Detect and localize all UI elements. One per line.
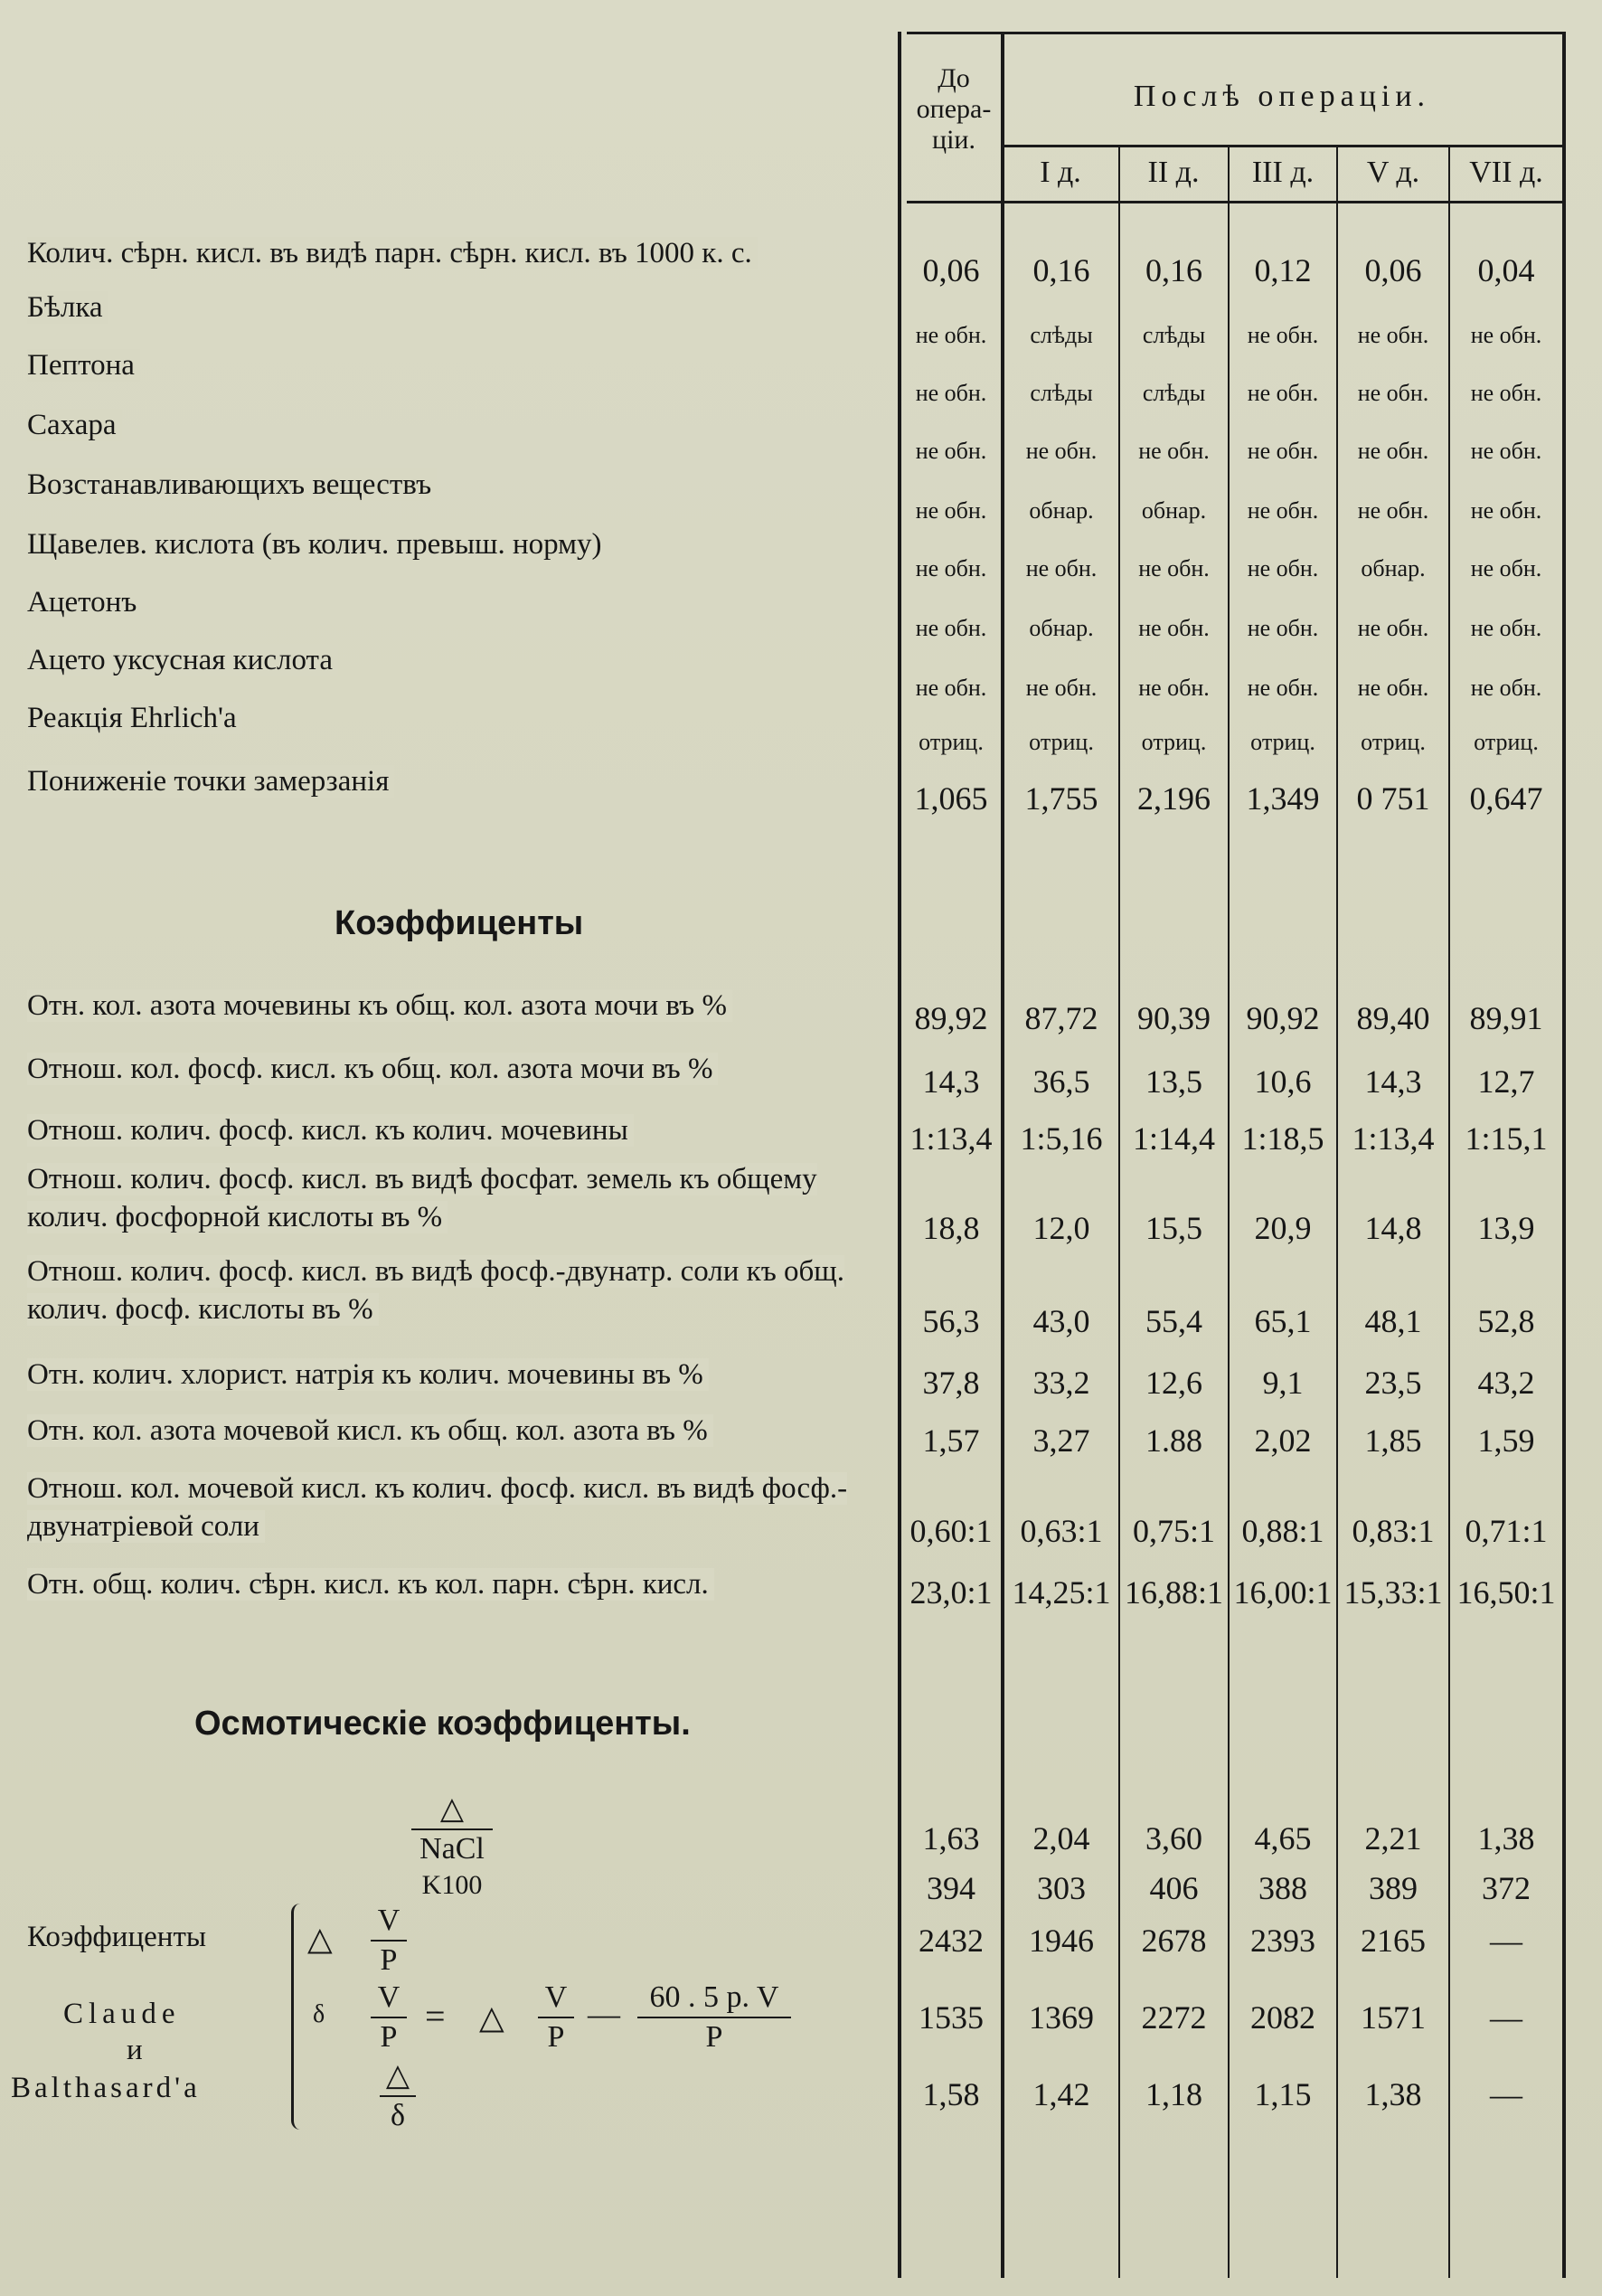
- coef-row-cell: 1:5,16: [1020, 1120, 1103, 1157]
- header-day-7: VII д.: [1469, 156, 1543, 189]
- osmotic-cell: 3,60: [1145, 1820, 1202, 1857]
- coef-row-label-text: Отн. кол. азота мочевой кисл. къ общ. кол. азота въ %: [27, 1414, 713, 1447]
- obs-row-cell: обнар.: [1361, 555, 1426, 581]
- f3-delta: △: [385, 2059, 410, 2093]
- coef-row-label: [27, 1564, 895, 1604]
- label-claude: Claude: [63, 1998, 181, 2030]
- f2-605-over-p: [633, 1980, 796, 2055]
- osmotic-cell: 1,15: [1254, 2076, 1312, 2112]
- coef-row-cell: 14,3: [1364, 1063, 1422, 1100]
- coef-row-label: [27, 1469, 895, 1545]
- coef-row-label-text: Отн. общ. колич. сѣрн. кисл. къ кол. парн. сѣрн. кисл.: [27, 1568, 714, 1601]
- label-balthasard: Balthasard'a: [11, 2072, 201, 2104]
- coef-row-label: [27, 1411, 895, 1450]
- f2-p: P: [380, 2020, 398, 2054]
- obs-row-label: [27, 345, 895, 385]
- coef-row-cell: 12,7: [1477, 1063, 1535, 1100]
- osmotic-cell: 2393: [1250, 1923, 1315, 1959]
- coef-row-cell: 12,6: [1145, 1365, 1202, 1401]
- obs-row-cell: не обн.: [1025, 555, 1098, 581]
- obs-row-cell: не обн.: [915, 322, 987, 348]
- f2-p2: P: [547, 2020, 565, 2054]
- coef-row-cell: 65,1: [1254, 1303, 1312, 1339]
- obs-row-cell: обнар.: [1029, 615, 1094, 641]
- header-day-2: II д.: [1147, 156, 1200, 189]
- obs-row-cell: не обн.: [1247, 497, 1319, 524]
- obs-row-label: [27, 761, 895, 801]
- obs-row-label: [27, 288, 895, 327]
- coef-row-cell: 20,9: [1254, 1210, 1312, 1246]
- obs-row-cell: 0,16: [1032, 252, 1090, 288]
- obs-row-label-text: Пониженіе точки замерзанія: [27, 765, 394, 798]
- osmotic-cell: 2272: [1141, 1999, 1207, 2036]
- coef-row-cell: 0,75:1: [1132, 1513, 1215, 1549]
- osmotic-cell: 1,18: [1145, 2076, 1202, 2112]
- coef-row-label: [27, 1110, 895, 1150]
- coef-row-cell: 14,25:1: [1012, 1574, 1111, 1611]
- osmotic-cell: 2,21: [1364, 1820, 1422, 1857]
- obs-row-cell: 0,06: [922, 252, 980, 288]
- coef-row-cell: 87,72: [1024, 1000, 1098, 1036]
- osmotic-cell: 303: [1037, 1870, 1086, 1906]
- osmotic-cell: 394: [927, 1870, 975, 1906]
- coef-row-cell: 12,0: [1032, 1210, 1090, 1246]
- formula-delta: △: [439, 1792, 465, 1826]
- coef-row-cell: 10,6: [1254, 1063, 1312, 1100]
- obs-row-label: [27, 233, 895, 273]
- header-after-operation: Послѣ операціи.: [1133, 80, 1431, 113]
- f2-605: 60 . 5 p. V: [649, 1980, 779, 2014]
- coef-row-cell: 1.88: [1145, 1422, 1202, 1459]
- coef-row-cell: 1:14,4: [1132, 1120, 1215, 1157]
- coef-row-label-text: Отнош. кол. фосф. кисл. къ общ. кол. азота мочи въ %: [27, 1053, 718, 1085]
- obs-row-cell: отриц.: [1029, 729, 1094, 755]
- obs-row-cell: не обн.: [1025, 438, 1098, 464]
- f2-v: V: [377, 1980, 400, 2014]
- osmotic-cell: 1369: [1029, 1999, 1094, 2036]
- coef-row-cell: 89,92: [914, 1000, 988, 1036]
- obs-row-label-text: Ацетонъ: [27, 586, 142, 619]
- header-before-operation: До опера-ціи.: [916, 63, 992, 155]
- osmotic-cell: 2165: [1361, 1923, 1426, 1959]
- formula-row-1: [307, 1904, 886, 1977]
- osmotic-cell: 1,38: [1364, 2076, 1422, 2112]
- obs-row-cell: отриц.: [1361, 729, 1426, 755]
- coef-row-cell: 9,1: [1262, 1365, 1304, 1401]
- coef-row-cell: 1,57: [922, 1422, 980, 1459]
- osmotic-cell: 1,42: [1032, 2076, 1090, 2112]
- f1-delta: △: [307, 1921, 333, 1957]
- osmotic-cell: 1,58: [922, 2076, 980, 2112]
- section-title-osmotic: Осмотическіе коэффиценты.: [194, 1705, 691, 1743]
- coef-row-cell: 15,5: [1145, 1210, 1202, 1246]
- obs-row-cell: слѣды: [1030, 380, 1093, 406]
- osmotic-cell: 2082: [1250, 1999, 1315, 2036]
- table-rule-right: [1562, 32, 1566, 2278]
- obs-row-cell: не обн.: [1470, 615, 1542, 641]
- coef-row-cell: 13,5: [1145, 1063, 1202, 1100]
- obs-row-cell: 0 751: [1356, 780, 1430, 817]
- coef-row-cell: 0,83:1: [1352, 1513, 1435, 1549]
- obs-row-cell: отриц.: [1141, 729, 1207, 755]
- osmotic-cell: 372: [1482, 1870, 1531, 1906]
- obs-row-cell: не обн.: [915, 615, 987, 641]
- osmotic-cell: 2678: [1141, 1923, 1207, 1959]
- coef-row-label: [27, 1049, 895, 1089]
- obs-row-cell: слѣды: [1030, 322, 1093, 348]
- coef-row-cell: 36,5: [1032, 1063, 1090, 1100]
- formula-k100: K100: [421, 1870, 483, 1900]
- coef-row-cell: 90,39: [1137, 1000, 1211, 1036]
- obs-row-label: [27, 405, 895, 445]
- coef-row-cell: 55,4: [1145, 1303, 1202, 1339]
- coef-row-cell: 0,63:1: [1020, 1513, 1103, 1549]
- osmotic-cell: 2432: [919, 1923, 984, 1959]
- coef-row-cell: 1,85: [1364, 1422, 1422, 1459]
- coef-row-cell: 0,88:1: [1241, 1513, 1324, 1549]
- obs-row-cell: не обн.: [1247, 438, 1319, 464]
- table-rule-header-bottom: [907, 201, 1565, 203]
- obs-row-cell: не обн.: [1247, 322, 1319, 348]
- obs-row-cell: не обн.: [1138, 438, 1210, 464]
- osmotic-cell: 406: [1149, 1870, 1199, 1906]
- osmotic-cell: 1571: [1361, 1999, 1426, 2036]
- obs-row-label-text: Колич. сѣрн. кисл. въ видѣ парн. сѣрн. кисл. въ 1000 к. с.: [27, 237, 758, 269]
- obs-row-cell: не обн.: [915, 380, 987, 406]
- obs-row-cell: не обн.: [915, 555, 987, 581]
- obs-row-cell: отриц.: [919, 729, 984, 755]
- obs-row-cell: не обн.: [1247, 555, 1319, 581]
- obs-row-cell: отриц.: [1250, 729, 1315, 755]
- obs-row-cell: не обн.: [915, 438, 987, 464]
- obs-row-cell: 2,196: [1137, 780, 1211, 817]
- obs-row-label: [27, 465, 895, 505]
- coef-row-label-text: Отн. колич. хлорист. натрія къ колич. мочевины въ %: [27, 1358, 709, 1391]
- osmotic-cell: 1946: [1029, 1923, 1094, 1959]
- osmotic-cell: —: [1490, 1923, 1522, 1959]
- table-rule-top: [907, 32, 1565, 34]
- coef-row-cell: 2,02: [1254, 1422, 1312, 1459]
- coef-row-label-text: Отнош. колич. фосф. кисл. къ колич. мочевины: [27, 1114, 634, 1147]
- f1-v: V: [377, 1904, 400, 1937]
- coef-row-label: [27, 1160, 895, 1236]
- obs-row-cell: не обн.: [1357, 675, 1429, 701]
- header-day-1: I д.: [1040, 156, 1081, 189]
- obs-row-cell: не обн.: [1470, 322, 1542, 348]
- f2-v-over-p: [366, 1980, 411, 2055]
- f2-delta-small: δ: [313, 2000, 325, 2028]
- obs-row-cell: отриц.: [1474, 729, 1539, 755]
- coef-row-label: [27, 986, 895, 1025]
- coef-row-cell: 43,0: [1032, 1303, 1090, 1339]
- obs-row-cell: не обн.: [1357, 380, 1429, 406]
- obs-row-cell: обнар.: [1141, 497, 1207, 524]
- obs-row-cell: 0,12: [1254, 252, 1312, 288]
- obs-row-cell: не обн.: [1357, 322, 1429, 348]
- coef-row-label-text: Отнош. кол. мочевой кисл. къ колич. фосф. кисл. въ видѣ фосф.-двунатріевой соли: [27, 1472, 848, 1543]
- obs-row-cell: не обн.: [1357, 438, 1429, 464]
- obs-row-label-text: Возстанавливающихъ веществъ: [27, 468, 437, 501]
- obs-row-cell: слѣды: [1142, 322, 1206, 348]
- coef-row-label: [27, 1355, 895, 1394]
- coef-row-label-text: Отнош. колич. фосф. кисл. въ видѣ фосфат. земель къ общему колич. фосфорной кислоты въ %: [27, 1163, 817, 1233]
- obs-row-cell: 0,06: [1364, 252, 1422, 288]
- osmotic-cell: 2,04: [1032, 1820, 1090, 1857]
- label-and: и: [127, 2034, 143, 2066]
- obs-row-cell: не обн.: [1357, 615, 1429, 641]
- obs-row-cell: не обн.: [915, 675, 987, 701]
- obs-row-cell: не обн.: [1025, 675, 1098, 701]
- coef-row-cell: 89,91: [1469, 1000, 1543, 1036]
- coef-row-cell: 15,33:1: [1343, 1574, 1443, 1611]
- coef-row-cell: 1:13,4: [1352, 1120, 1435, 1157]
- obs-row-cell: 0,04: [1477, 252, 1535, 288]
- obs-row-label-text: Ацето уксусная кислота: [27, 644, 338, 676]
- f2-v2: V: [544, 1980, 568, 2014]
- osmotic-cell: 4,65: [1254, 1820, 1312, 1857]
- formula-row-2: [307, 1980, 886, 2053]
- label-coefficients: Коэффиценты: [27, 1921, 207, 1953]
- coef-row-cell: 33,2: [1032, 1365, 1090, 1401]
- obs-row-cell: не обн.: [1247, 675, 1319, 701]
- f1-v-over-p: [366, 1904, 411, 1978]
- coef-row-cell: 0,60:1: [909, 1513, 993, 1549]
- coef-row-cell: 48,1: [1364, 1303, 1422, 1339]
- f2-minus: —: [588, 1996, 620, 2032]
- coef-row-cell: 56,3: [922, 1303, 980, 1339]
- obs-row-cell: не обн.: [1138, 615, 1210, 641]
- osmotic-cell: 1535: [919, 1999, 984, 2036]
- obs-row-cell: 0,16: [1145, 252, 1202, 288]
- obs-row-label: [27, 582, 895, 622]
- header-day-3: III д.: [1251, 156, 1315, 189]
- obs-row-label-text: Сахара: [27, 409, 122, 441]
- osmotic-cell: 1,38: [1477, 1820, 1535, 1857]
- obs-row-label-text: Щавелев. кислота (въ колич. превыш. норму): [27, 528, 607, 561]
- section-title-coefficients: Коэффиценты: [335, 904, 584, 942]
- f3-delta-over-delta: [375, 2057, 420, 2133]
- brace: [291, 1904, 306, 2130]
- coef-row-cell: 90,92: [1246, 1000, 1320, 1036]
- obs-row-label-text: Пептона: [27, 349, 140, 382]
- obs-row-label: [27, 640, 895, 680]
- coef-row-cell: 89,40: [1356, 1000, 1430, 1036]
- obs-row-label-text: Бѣлка: [27, 291, 108, 324]
- obs-row-cell: не обн.: [1470, 497, 1542, 524]
- obs-row-cell: 0,647: [1469, 780, 1543, 817]
- coef-row-cell: 14,8: [1364, 1210, 1422, 1246]
- f2-equals: =: [425, 1996, 446, 2036]
- f3-delta-small: δ: [390, 2099, 406, 2132]
- obs-row-cell: обнар.: [1029, 497, 1094, 524]
- coef-row-cell: 16,88:1: [1124, 1574, 1223, 1611]
- formula-nacl: NaCl: [419, 1832, 485, 1866]
- f1-p: P: [380, 1943, 398, 1977]
- obs-row-cell: не обн.: [1247, 615, 1319, 641]
- coef-row-cell: 37,8: [922, 1365, 980, 1401]
- coef-row-cell: 14,3: [922, 1063, 980, 1100]
- formula-row-3: [307, 2057, 886, 2130]
- coef-row-cell: 23,5: [1364, 1365, 1422, 1401]
- coef-row-cell: 23,0:1: [909, 1574, 993, 1611]
- obs-row-cell: не обн.: [1470, 555, 1542, 581]
- obs-row-cell: 1,755: [1024, 780, 1098, 817]
- table-rule-sub: [1004, 145, 1564, 147]
- osmotic-cell: 388: [1258, 1870, 1307, 1906]
- coef-row-cell: 52,8: [1477, 1303, 1535, 1339]
- coef-row-cell: 1:15,1: [1465, 1120, 1548, 1157]
- coef-row-cell: 13,9: [1477, 1210, 1535, 1246]
- coef-row-cell: 1,59: [1477, 1422, 1535, 1459]
- coef-row-label-text: Отнош. колич. фосф. кисл. въ видѣ фосф.-двунатр. соли къ общ. колич. фосф. кислоты въ %: [27, 1255, 844, 1326]
- obs-row-label: [27, 698, 895, 738]
- obs-row-cell: не обн.: [1470, 438, 1542, 464]
- osmotic-cell: —: [1490, 1999, 1522, 2036]
- formula-delta-over-nacl: [398, 1791, 506, 1866]
- osmotic-cell: —: [1490, 2076, 1522, 2112]
- obs-row-label: [27, 524, 895, 564]
- coef-row-label-text: Отн. кол. азота мочевины къ общ. кол. азота мочи въ %: [27, 989, 732, 1022]
- obs-row-cell: слѣды: [1142, 380, 1206, 406]
- obs-row-cell: не обн.: [1470, 380, 1542, 406]
- obs-row-cell: не обн.: [1138, 555, 1210, 581]
- obs-row-cell: не обн.: [1357, 497, 1429, 524]
- f2-v-over-p-2: [533, 1980, 579, 2055]
- obs-row-cell: не обн.: [1470, 675, 1542, 701]
- osmotic-cell: 389: [1369, 1870, 1418, 1906]
- coef-row-cell: 16,00:1: [1233, 1574, 1333, 1611]
- coef-row-cell: 0,71:1: [1465, 1513, 1548, 1549]
- obs-row-cell: не обн.: [915, 497, 987, 524]
- obs-row-cell: 1,065: [914, 780, 988, 817]
- coef-row-cell: 16,50:1: [1456, 1574, 1556, 1611]
- coef-row-cell: 3,27: [1032, 1422, 1090, 1459]
- coef-row-cell: 1:13,4: [909, 1120, 993, 1157]
- coef-row-cell: 1:18,5: [1241, 1120, 1324, 1157]
- f2-p3: P: [705, 2020, 723, 2054]
- coef-row-cell: 43,2: [1477, 1365, 1535, 1401]
- osmotic-cell: 1,63: [922, 1820, 980, 1857]
- obs-row-cell: 1,349: [1246, 780, 1320, 817]
- header-day-5: V д.: [1366, 156, 1420, 189]
- f2-delta: △: [479, 1999, 504, 2036]
- obs-row-label-text: Реакція Ehrlich'a: [27, 702, 242, 734]
- coef-row-label: [27, 1252, 895, 1328]
- obs-row-cell: не обн.: [1247, 380, 1319, 406]
- obs-row-cell: не обн.: [1138, 675, 1210, 701]
- coef-row-cell: 18,8: [922, 1210, 980, 1246]
